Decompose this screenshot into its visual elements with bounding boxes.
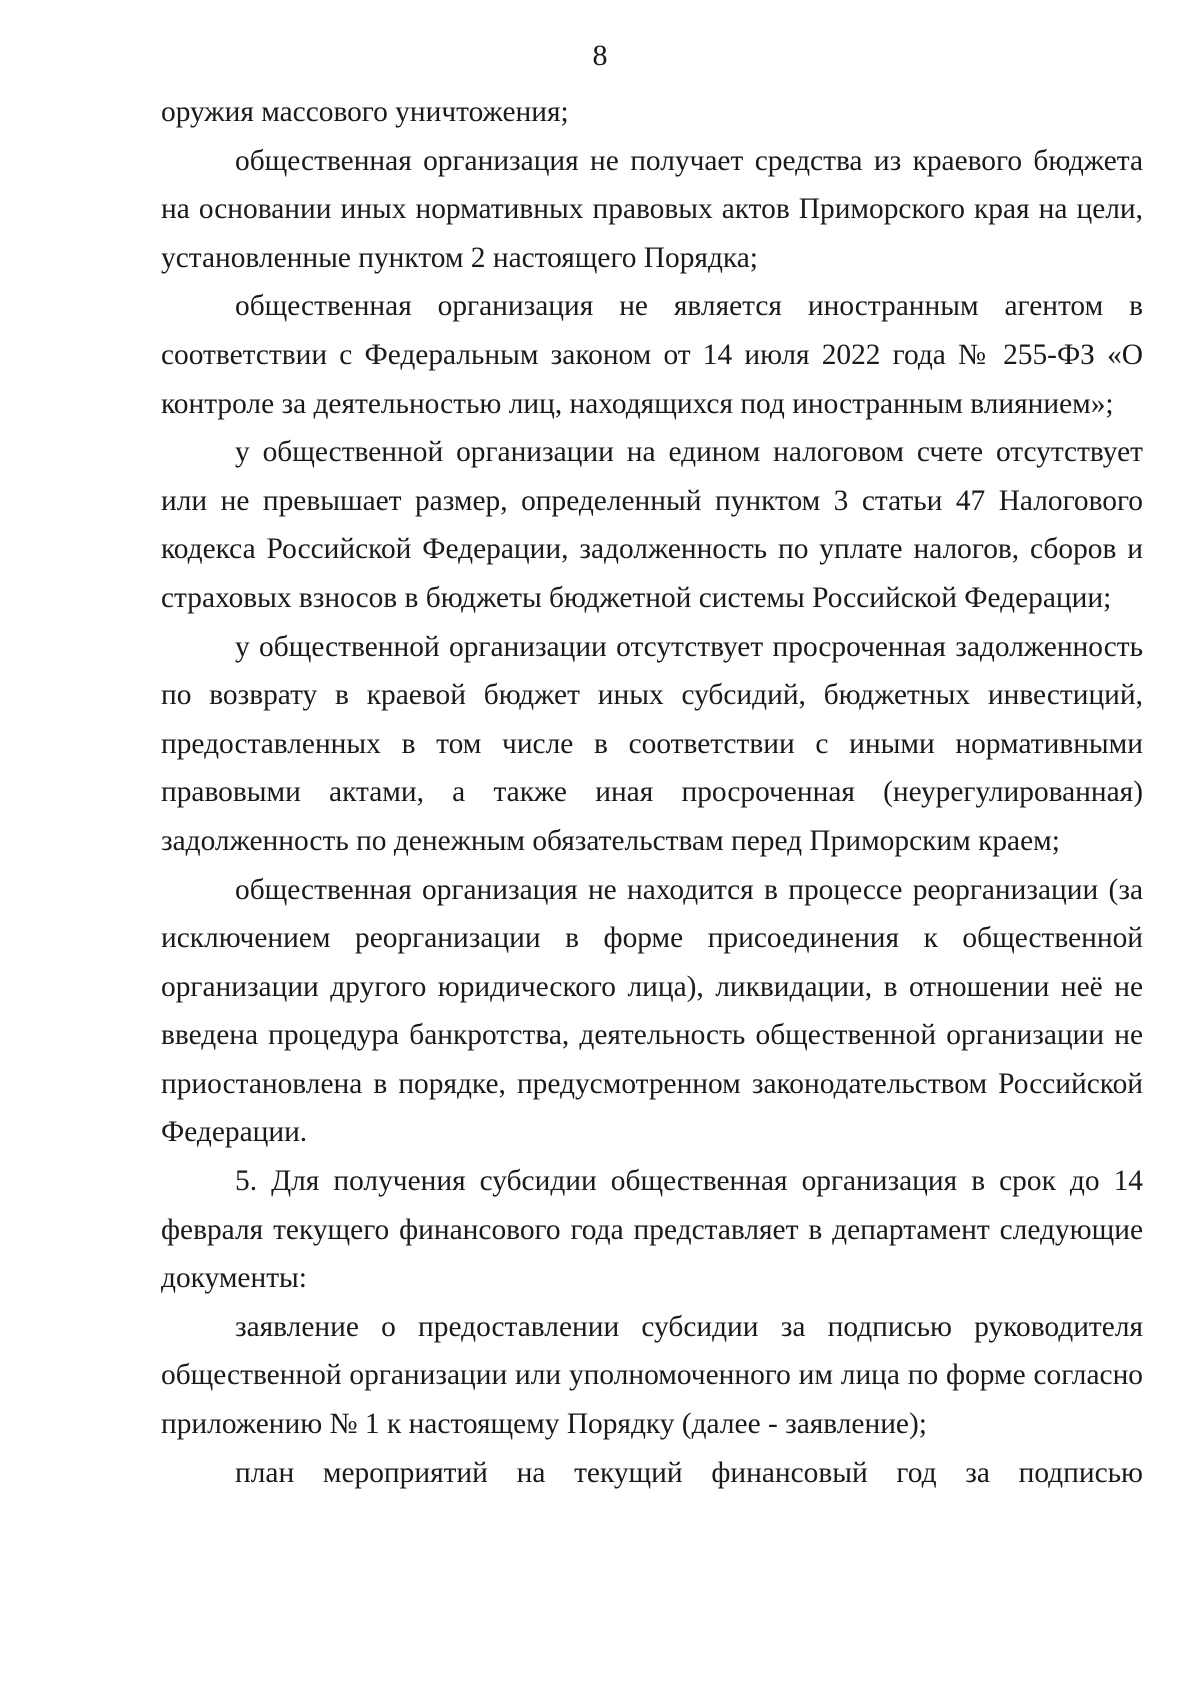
paragraph-8: заявление о предоставлении субсидии за подписью руководителя общественной организации или уполномоченного им лица по форме согласно приложению № 1 к настоящему Порядку (далее - заявление); [161, 1310, 1143, 1441]
document-body [161, 88, 1143, 1497]
paragraph-4: у общественной организации на едином налоговом счете отсутствует или не превышает размер, определенный пунктом 3 статьи 47 Налогового кодекса Российской Федерации, задолженность по уплате налогов, сборов и страховых взносов в бюджеты бюджетной системы Российской Федерации; [161, 436, 1143, 614]
paragraph-6: общественная организация не находится в процессе реорганизации (за исключением реорганизации в форме присоединения к общественной организации другого юридического лица), ликвидации, в отношении неё не введена процедура банкротства, деятельность общественной организации не приостановлена в порядке, предусмотренном законодательством Российской Федерации. [161, 873, 1143, 1149]
paragraph-2: общественная организация не получает средства из краевого бюджета на основании иных нормативных правовых актов Приморского края на цели, установленные пунктом 2 настоящего Порядка; [161, 144, 1143, 274]
paragraph-3: общественная организация не является иностранным агентом в соответствии с Федеральным законом от 14 июля 2022 года № 255-ФЗ «О контроле за деятельностью лиц, находящихся под иностранным влиянием»; [161, 290, 1143, 420]
paragraph-7: 5. Для получения субсидии общественная организация в срок до 14 февраля текущего финансового года представляет в департамент следующие документы: [161, 1165, 1143, 1295]
paragraph-1: оружия массового уничтожения; [161, 96, 569, 128]
paragraph-9: план мероприятий на текущий финансовый год за подписью [235, 1456, 1143, 1489]
page-number: 8 [592, 39, 608, 72]
paragraph-5: у общественной организации отсутствует просроченная задолженность по возврату в краевой бюджет иных субсидий, бюджетных инвестиций, предоставленных в том числе в соответствии с иными нормативными правовыми актами, а также иная просроченная (неурегулированная) задолженность по денежным обязательствам перед Приморским краем; [161, 630, 1143, 857]
